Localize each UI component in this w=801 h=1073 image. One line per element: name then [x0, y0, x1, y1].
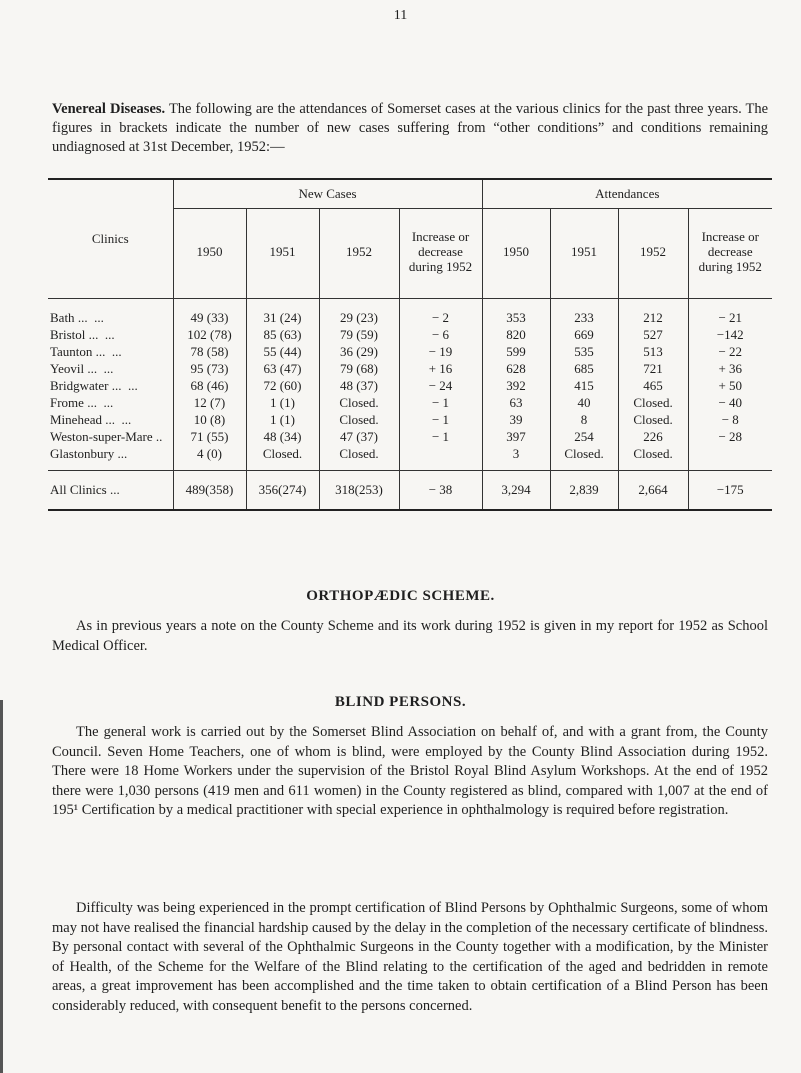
cell-a1952: Closed.	[618, 394, 688, 411]
clinic-name	[48, 411, 173, 428]
cell-n1952: 318(253)	[319, 471, 399, 511]
cell-achg: − 21	[688, 299, 772, 327]
orthopaedic-heading: ORTHOPÆDIC SCHEME.	[306, 588, 495, 604]
cell-n1952: 29 (23)	[319, 299, 399, 327]
clinic-label: Frome	[50, 395, 84, 410]
clinic-name	[48, 394, 173, 411]
header-clinics: Clinics	[48, 179, 173, 299]
table-row	[48, 343, 772, 360]
cell-a1950: 397	[482, 428, 550, 445]
clinic-name	[48, 343, 173, 360]
cell-n1952: 48 (37)	[319, 377, 399, 394]
cell-n1950: 78 (58)	[173, 343, 246, 360]
cell-achg: + 50	[688, 377, 772, 394]
table-row	[48, 377, 772, 394]
cell-a1950: 628	[482, 360, 550, 377]
cell-n1952: 79 (59)	[319, 326, 399, 343]
cell-a1952: Closed.	[618, 411, 688, 428]
header-att-change: Increase or decrease during 1952	[688, 209, 772, 299]
cell-n1951: Closed.	[246, 445, 319, 471]
page-number: 11	[393, 8, 408, 23]
cell-achg: − 40	[688, 394, 772, 411]
cell-achg: − 28	[688, 428, 772, 445]
cell-nchg: − 1	[399, 411, 482, 428]
cell-a1951: 415	[550, 377, 618, 394]
blind-paragraph-1: The general work is carried out by the Somerset Blind Association on behalf of, and with a grant from, the County Council. Seven Home Teachers, one of whom is blind, were employed by the County Blind Association during 1952. There were 18 Home Workers under the supervision of the Bristol Royal Blind Asylum Workshops. At the end of 1952 there were 1,030 persons (419 men and 611 women) in the County registered as blind, compared with 1,007 at the end of 195¹ Certification by a medical practitioner with special experience in ophthalmology is required before registration.	[52, 724, 768, 818]
cell-a1952: 721	[618, 360, 688, 377]
dot-leader: ...	[106, 482, 120, 497]
dot-leader: ... ...	[92, 344, 122, 359]
cell-achg	[688, 445, 772, 471]
intro-text: The following are the attendances of Somerset cases at the various clinics for the past three years. The figures in brackets indicate the number of new cases suffering from “other conditions” and conditions remaining undiagnosed at 31st December, 1952:—	[52, 101, 769, 155]
dot-leader: ... ...	[101, 412, 132, 427]
cell-n1951: 1 (1)	[246, 411, 319, 428]
cell-a1952: 212	[618, 299, 688, 327]
cell-n1950: 12 (7)	[173, 394, 246, 411]
cell-a1951: 2,839	[550, 471, 618, 511]
dot-leader: ..	[152, 429, 163, 444]
blind-paragraph-2: Difficulty was being experienced in the prompt certification of Blind Persons by Ophthalmic Surgeons, some of whom may not have realised the financial hardship caused by the delay in the completion of the necessary certificate of blindness. By personal contact with several of the Ophthalmic Surgeons in the County together with a modification, by the Minister of Health, of the Scheme for the Welfare of the Blind relating to the certification of the aged and bedridden in remote areas, a great improvement has been accomplished and the time taken to obtain certification of a Blind Person has been considerably reduced, with consequent benefit to the persons concerned.	[52, 900, 768, 1014]
dot-leader: ... ...	[108, 378, 138, 393]
cell-a1950: 3	[482, 445, 550, 471]
cell-a1951: Closed.	[550, 445, 618, 471]
cell-n1951: 356(274)	[246, 471, 319, 511]
clinic-label: Yeovil	[50, 361, 85, 376]
header-new-1951: 1951	[246, 209, 319, 299]
cell-nchg: − 2	[399, 299, 482, 327]
cell-a1950: 599	[482, 343, 550, 360]
header-attendances: Attendances	[482, 179, 772, 209]
cell-nchg: − 1	[399, 394, 482, 411]
cell-n1950: 49 (33)	[173, 299, 246, 327]
cell-achg: − 22	[688, 343, 772, 360]
cell-nchg: − 24	[399, 377, 482, 394]
cell-a1950: 3,294	[482, 471, 550, 511]
cell-n1952: 47 (37)	[319, 428, 399, 445]
cell-n1952: Closed.	[319, 394, 399, 411]
cell-a1952: Closed.	[618, 445, 688, 471]
cell-nchg	[399, 445, 482, 471]
clinic-label: Taunton	[50, 344, 93, 359]
clinic-label: Weston-super-Mare	[50, 429, 153, 444]
cell-n1952: Closed.	[319, 445, 399, 471]
cell-n1951: 85 (63)	[246, 326, 319, 343]
table-total-row	[48, 471, 772, 511]
cell-a1950: 353	[482, 299, 550, 327]
clinic-name	[48, 377, 173, 394]
cell-a1952: 527	[618, 326, 688, 343]
cell-a1951: 40	[550, 394, 618, 411]
cell-n1950: 71 (55)	[173, 428, 246, 445]
clinic-name	[48, 428, 173, 445]
cell-a1951: 233	[550, 299, 618, 327]
cell-nchg: − 19	[399, 343, 482, 360]
blind-persons-heading: BLIND PERSONS.	[334, 694, 467, 710]
scan-margin-edge	[0, 700, 3, 1073]
table-row	[48, 411, 772, 428]
cell-a1950: 820	[482, 326, 550, 343]
cell-n1950: 68 (46)	[173, 377, 246, 394]
cell-n1950: 10 (8)	[173, 411, 246, 428]
cell-a1950: 392	[482, 377, 550, 394]
cell-n1950: 4 (0)	[173, 445, 246, 471]
cell-n1951: 72 (60)	[246, 377, 319, 394]
cell-achg: − 8	[688, 411, 772, 428]
cell-a1952: 226	[618, 428, 688, 445]
clinic-label: Glastonbury	[50, 446, 115, 461]
cell-a1952: 2,664	[618, 471, 688, 511]
table-row	[48, 445, 772, 471]
table-row	[48, 394, 772, 411]
dot-leader: ... ...	[85, 327, 115, 342]
header-new-cases: New Cases	[173, 179, 482, 209]
table-row	[48, 428, 772, 445]
clinic-label: Bristol	[50, 327, 86, 342]
header-att-1952: 1952	[618, 209, 688, 299]
clinic-name	[48, 471, 173, 511]
cell-achg: −142	[688, 326, 772, 343]
cell-n1951: 55 (44)	[246, 343, 319, 360]
header-att-1950: 1950	[482, 209, 550, 299]
dot-leader: ... ...	[84, 361, 114, 376]
cell-n1951: 63 (47)	[246, 360, 319, 377]
header-new-1950: 1950	[173, 209, 246, 299]
clinic-name	[48, 445, 173, 471]
header-new-1952: 1952	[319, 209, 399, 299]
cell-n1951: 48 (34)	[246, 428, 319, 445]
table-row	[48, 326, 772, 343]
dot-leader: ... ...	[74, 310, 104, 325]
cell-nchg: − 1	[399, 428, 482, 445]
cell-n1952: 79 (68)	[319, 360, 399, 377]
clinic-name	[48, 360, 173, 377]
venereal-diseases-table	[48, 178, 772, 511]
cell-n1951: 1 (1)	[246, 394, 319, 411]
cell-a1951: 8	[550, 411, 618, 428]
cell-n1950: 102 (78)	[173, 326, 246, 343]
dot-leader: ...	[114, 446, 128, 461]
table-row	[48, 299, 772, 327]
cell-n1952: Closed.	[319, 411, 399, 428]
cell-n1950: 95 (73)	[173, 360, 246, 377]
cell-a1951: 685	[550, 360, 618, 377]
cell-nchg: − 6	[399, 326, 482, 343]
dot-leader: ... ...	[83, 395, 114, 410]
header-att-1951: 1951	[550, 209, 618, 299]
orthopaedic-paragraph: As in previous years a note on the County Scheme and its work during 1952 is given in my report for 1952 as School Medical Officer.	[52, 618, 768, 654]
clinic-label: Minehead	[50, 412, 102, 427]
cell-achg: + 36	[688, 360, 772, 377]
cell-nchg: − 38	[399, 471, 482, 511]
clinic-label: All Clinics	[50, 482, 107, 497]
clinic-label: Bath	[50, 310, 75, 325]
cell-a1951: 535	[550, 343, 618, 360]
cell-n1951: 31 (24)	[246, 299, 319, 327]
cell-a1951: 669	[550, 326, 618, 343]
cell-achg: −175	[688, 471, 772, 511]
intro-title: Venereal Diseases.	[52, 101, 166, 117]
clinic-name	[48, 299, 173, 327]
header-new-change: Increase or decrease during 1952	[399, 209, 482, 299]
cell-a1952: 513	[618, 343, 688, 360]
clinic-name	[48, 326, 173, 343]
cell-nchg: + 16	[399, 360, 482, 377]
cell-a1950: 63	[482, 394, 550, 411]
clinic-label: Bridgwater	[50, 378, 109, 393]
cell-a1950: 39	[482, 411, 550, 428]
cell-a1952: 465	[618, 377, 688, 394]
cell-n1952: 36 (29)	[319, 343, 399, 360]
table-row	[48, 360, 772, 377]
cell-n1950: 489(358)	[173, 471, 246, 511]
intro-paragraph	[52, 100, 768, 157]
cell-a1951: 254	[550, 428, 618, 445]
